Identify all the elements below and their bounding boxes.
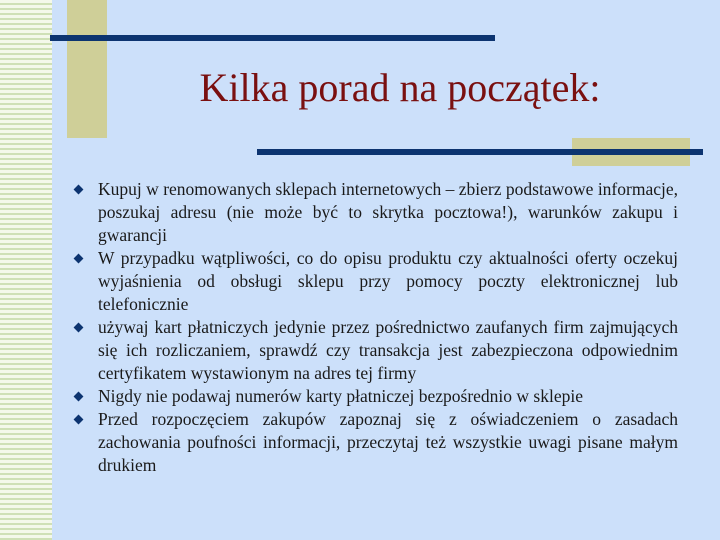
title-rule-top (50, 35, 495, 41)
decorative-stripe-panel (0, 0, 52, 540)
diamond-bullet-icon (74, 323, 84, 333)
bullet-item (72, 178, 678, 247)
title-rule-bottom (257, 149, 703, 155)
bullet-item (72, 247, 678, 316)
bullet-text: Przed rozpoczęciem zakupów zapoznaj się z oświadczeniem o zasadach zachowania poufności informacji, przeczytaj też wszystkie uwagi pisane małym drukiem (98, 409, 678, 475)
bullet-text: Nigdy nie podawaj numerów karty płatniczej bezpośrednio w sklepie (98, 386, 583, 406)
bullet-item (72, 385, 678, 408)
bullet-text: W przypadku wątpliwości, co do opisu produktu czy aktualności oferty oczekuj wyjaśnienia od obsługi sklepu przy pomocy poczty elektronicznej lub telefonicznie (98, 248, 678, 314)
diamond-bullet-icon (74, 254, 84, 264)
bullet-text: używaj kart płatniczych jedynie przez pośrednictwo zaufanych firm zajmujących się ich rozliczaniem, sprawdź czy transakcja jest zabezpieczona odpowiednim certyfikatem wystawionym na adres tej firmy (98, 317, 678, 383)
bullet-text: Kupuj w renomowanych sklepach internetowych – zbierz podstawowe informacje, poszukaj adresu (nie może być to skrytka pocztowa!), warunków zakupu i gwarancji (98, 179, 678, 245)
slide-title: Kilka porad na początek: (199, 65, 601, 110)
diamond-bullet-icon (74, 392, 84, 402)
diamond-bullet-icon (74, 415, 84, 425)
bullet-item (72, 316, 678, 385)
diamond-bullet-icon (74, 185, 84, 195)
bullet-list (72, 178, 678, 477)
bullet-item (72, 408, 678, 477)
